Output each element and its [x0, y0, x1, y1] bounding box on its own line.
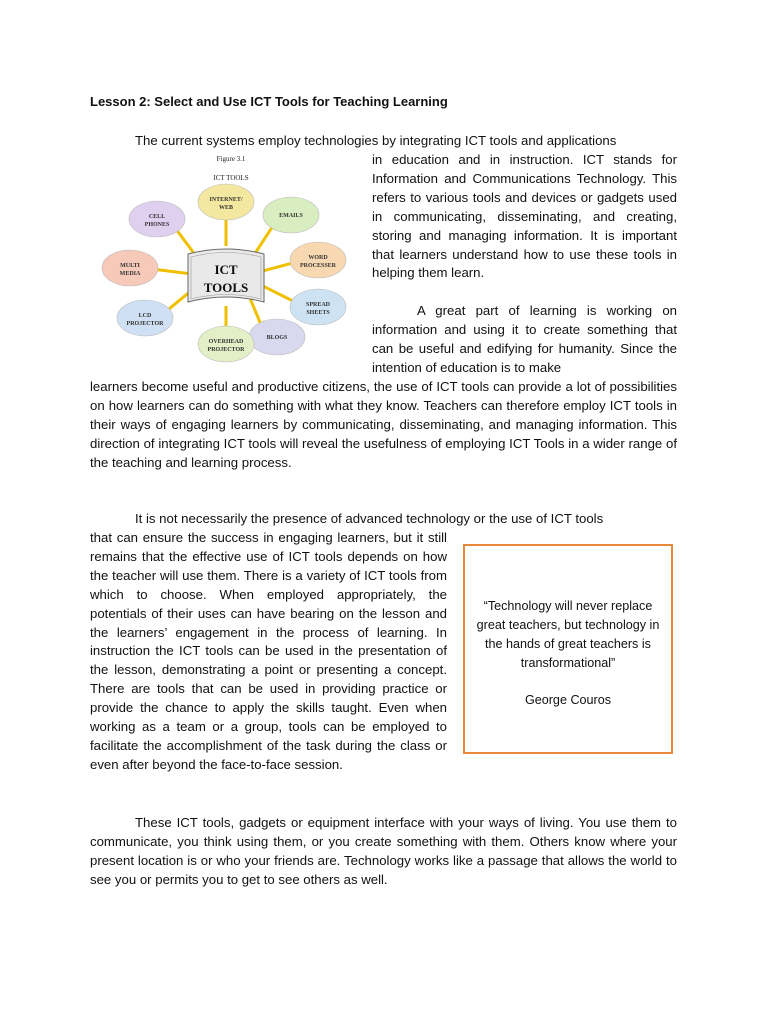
figure-arrow — [250, 299, 260, 323]
paragraph-2-continued: learners become useful and productive citizens, the use of ICT tools can provide a lot of possibilities on how learners can do something with what they know. Teachers can therefore employ ICT tools in their ways of engaging learners by communicating, disseminating, and managing information. This direction of integrating ICT tools will reveal the usefulness of employing ICT Tools in a wider range of the teaching and learning process. — [90, 379, 677, 470]
paragraph-1-column: in education and in instruction. ICT stands for Information and Communications Technology. This refers to various tools and devices or gadgets used in communicating, disseminating, and creating, storing and managing information. It is important that learners understand how to use these tools in helping them learn. — [372, 152, 677, 281]
figure-bubble-label: MULTI — [120, 263, 140, 269]
figure-bubble — [117, 300, 173, 336]
ict-tools-center-banner — [188, 249, 264, 302]
center-label-ict: ICT — [214, 262, 238, 277]
figure-bubble — [129, 201, 185, 237]
paragraph-2-column: A great part of learning is working on information and using it to create something that can be useful and edifying for humanity. Since the intention of education is to make — [372, 303, 677, 375]
figure-arrow — [156, 269, 188, 273]
quote-box — [463, 544, 673, 754]
figure-bubble-label: OVERHEAD — [208, 339, 244, 345]
figure-bubble-label: BLOGS — [266, 335, 288, 341]
figure-bubble-label: PROCESSER — [299, 263, 337, 269]
figure-bubble-label: LCD — [138, 313, 152, 319]
lesson-title: Lesson 2: Select and Use ICT Tools for Teaching Learning — [90, 94, 448, 109]
ict-tools-figure — [100, 152, 362, 372]
figure-bubble — [249, 319, 305, 355]
figure-caption-number: Figure 3.1 — [216, 155, 246, 163]
figure-bubble-label: INTERNET/ — [209, 197, 243, 203]
figure-bubble — [198, 184, 254, 220]
center-label-tools: TOOLS — [203, 280, 249, 295]
figure-bubble — [290, 242, 346, 278]
figure-bubble — [102, 250, 158, 286]
paragraph-1-first-line: The current systems employ technologies by integrating ICT tools and applications — [135, 133, 617, 148]
paragraph-3-first-line: It is not necessarily the presence of advanced technology or the use of ICT tools — [135, 511, 604, 526]
figure-arrow — [254, 227, 272, 255]
figure-bubble-label: PROJECTOR — [207, 347, 245, 353]
figure-bubble — [198, 326, 254, 362]
paragraph-3-column: that can ensure the success in engaging learners, but it still remains that the effective use of ICT tools depends on how the teacher will use them. There is a variety of ICT tools from which to choose. When employed appropriately, the potentials of their uses can have bearing on the lesson and the learners’ engagement in the process of learning. In instruction the ICT tools can be used in the presentation of the lesson, demonstrating a point or presenting a concept. There are tools that can be used in providing practice or provide the chance to apply the skills taught. Even when working as a team or a group, tools can be employed to facilitate the accomplishment of the task during the class or even after beyond the face-to-face session. — [90, 530, 447, 772]
figure-bubble-label: EMAILS — [279, 213, 303, 219]
figure-arrow — [262, 286, 293, 302]
figure-bubble-label: PHONES — [144, 222, 170, 228]
figure-bubble-label: MEDIA — [119, 271, 141, 277]
figure-bubble-label: PROJECTOR — [126, 321, 164, 327]
figure-bubble-label: SPREAD — [305, 302, 331, 308]
paragraph-4: These ICT tools, gadgets or equipment interface with your ways of living. You use them to communicate, you think using them, or you create something with them. Others know where your present location is or who your friends are. Technology works like a passage that allows the world to see you or permits you to get to see others as well. — [90, 815, 677, 887]
figure-arrow — [263, 263, 292, 271]
figure-bubble-label: WORD — [308, 255, 328, 261]
figure-bubble-label: WEB — [218, 205, 234, 211]
figure-bubble-label: CELL — [148, 214, 166, 220]
figure-bubble — [290, 289, 346, 325]
quote-author: George Couros — [524, 693, 612, 707]
figure-bubble-label: SHEETS — [306, 310, 330, 316]
quote-text: “Technology will never replace great teachers, but technology in the hands of great teachers is transformational” — [476, 599, 660, 670]
figure-bubble — [263, 197, 319, 233]
figure-caption-title: ICT TOOLS — [213, 174, 249, 182]
